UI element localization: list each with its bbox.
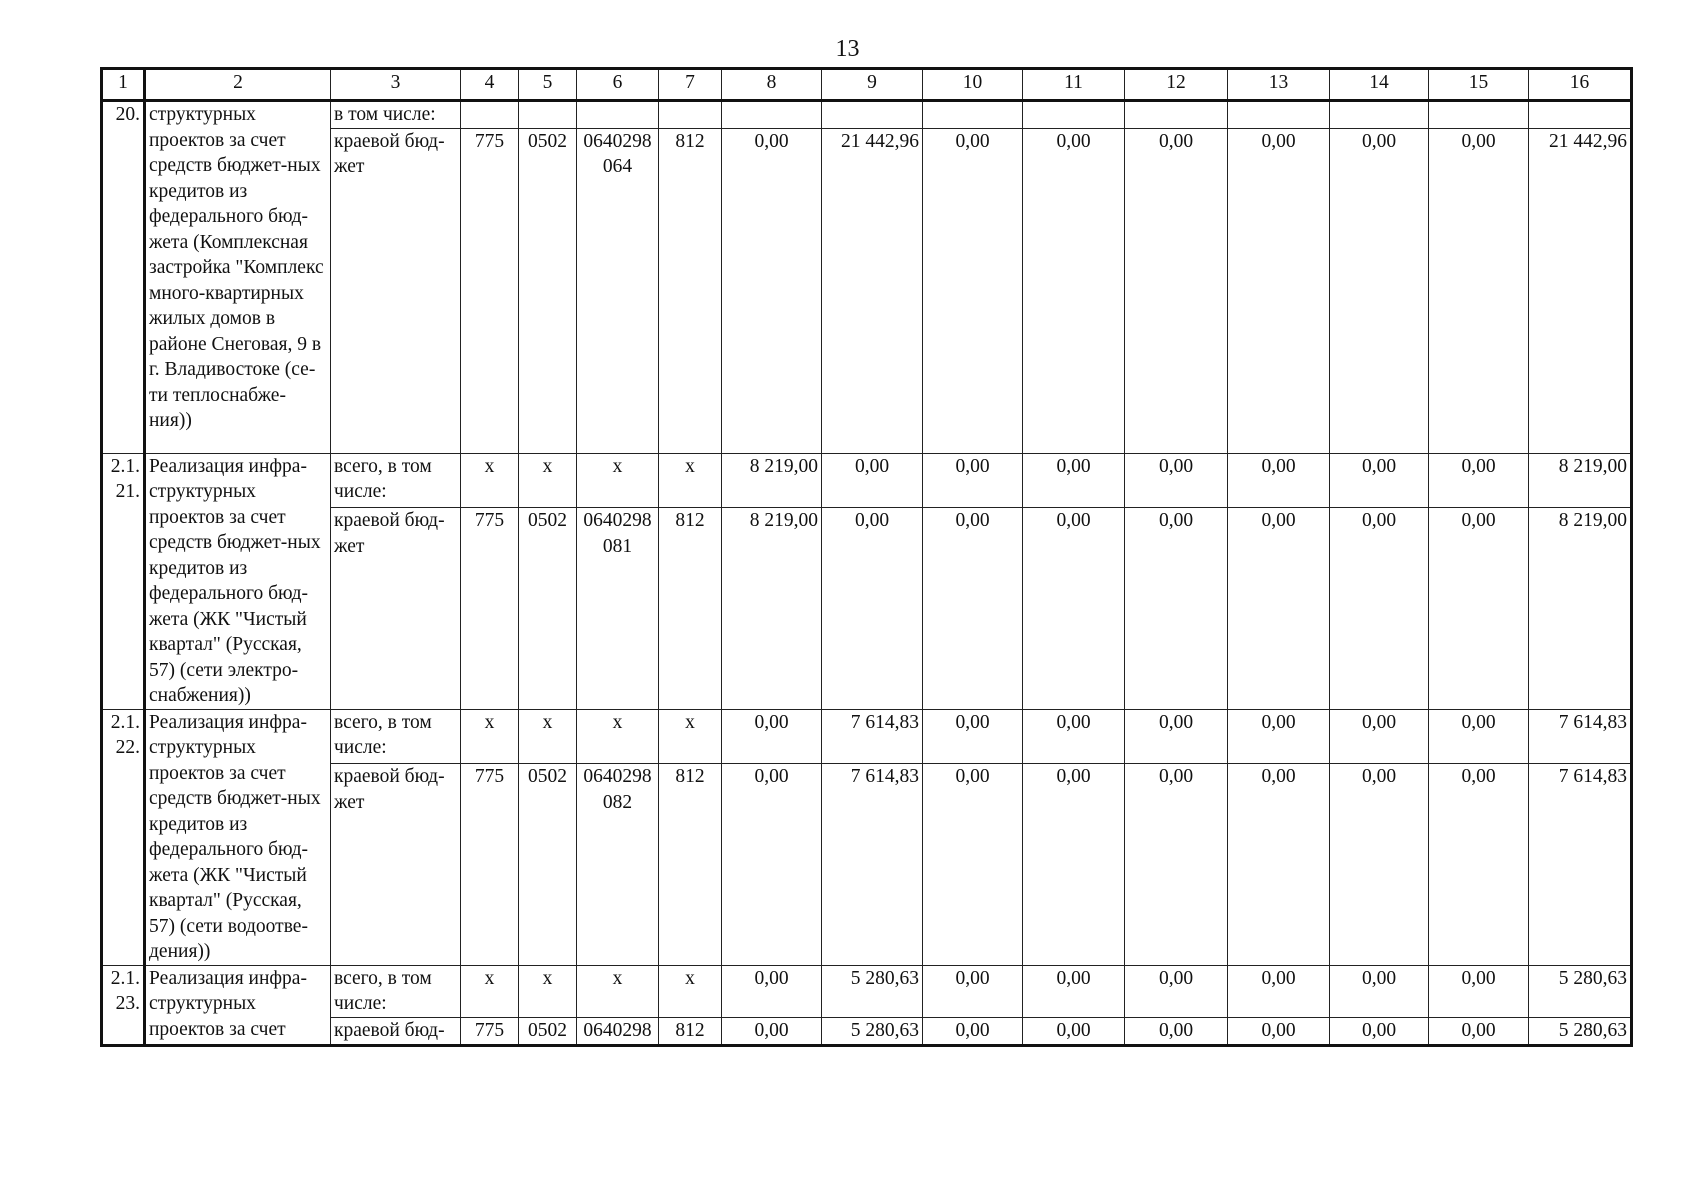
- column-header: 10: [923, 69, 1023, 101]
- column-header: 8: [722, 69, 822, 101]
- column-header: 3: [331, 69, 461, 101]
- table-cell: 0502: [519, 128, 577, 453]
- table-cell: 0,00: [923, 453, 1023, 508]
- table-cell: 0,00: [923, 128, 1023, 453]
- table-cell: 0,00: [1330, 1017, 1429, 1045]
- column-header: 5: [519, 69, 577, 101]
- table-cell: x: [519, 965, 577, 1017]
- column-header: 14: [1330, 69, 1429, 101]
- table-cell: 8 219,00: [1529, 453, 1632, 508]
- table-row: [102, 508, 1632, 709]
- table-cell: 0,00: [822, 453, 923, 508]
- table-cell: x: [461, 709, 519, 764]
- table-cell: 0640298 081: [577, 508, 659, 709]
- table-cell: 0,00: [1125, 453, 1228, 508]
- source-label: в том числе:: [331, 101, 461, 129]
- table-cell: 0,00: [1429, 965, 1529, 1017]
- table-cell: x: [461, 965, 519, 1017]
- table-cell: 5 280,63: [1529, 1017, 1632, 1045]
- item-number: 2.1. 21.: [102, 453, 145, 709]
- item-name: Реализация инфра-структурных проектов за счет средств бюджет-ных кредитов из федерального бюд-жета (ЖК "Чистый квартал" (Русская, 57) (сети водоотве-дения)): [145, 709, 331, 965]
- table-cell: x: [659, 453, 722, 508]
- table-cell: 5 280,63: [822, 1017, 923, 1045]
- table-cell: 0,00: [923, 508, 1023, 709]
- item-number: 20.: [102, 101, 145, 454]
- table-cell: 21 442,96: [822, 128, 923, 453]
- source-label: краевой бюд-жет: [331, 764, 461, 965]
- table-cell: 0,00: [1228, 965, 1330, 1017]
- item-number: 2.1. 23.: [102, 965, 145, 1045]
- table-cell: 0,00: [1125, 764, 1228, 965]
- column-header: 7: [659, 69, 722, 101]
- table-row: [102, 101, 1632, 129]
- table-cell: 8 219,00: [722, 508, 822, 709]
- table-cell: x: [659, 709, 722, 764]
- table-cell: 812: [659, 508, 722, 709]
- table-cell: 0,00: [1429, 453, 1529, 508]
- table-cell: x: [659, 965, 722, 1017]
- table-cell: 0,00: [1125, 128, 1228, 453]
- table-cell: 0,00: [1228, 508, 1330, 709]
- table-cell: 0502: [519, 764, 577, 965]
- table-cell: 5 280,63: [1529, 965, 1632, 1017]
- column-header: 11: [1023, 69, 1125, 101]
- table-cell: 0,00: [1023, 1017, 1125, 1045]
- table-cell: 0,00: [1023, 128, 1125, 453]
- column-header-row: [102, 69, 1632, 101]
- column-header: 12: [1125, 69, 1228, 101]
- budget-table: [100, 67, 1633, 1047]
- table-cell: 0,00: [1429, 709, 1529, 764]
- table-cell: 8 219,00: [1529, 508, 1632, 709]
- column-header: 15: [1429, 69, 1529, 101]
- item-name: структурных проектов за счет средств бюджет-ных кредитов из федерального бюд-жета (Комплексная застройка "Комплекс много-квартирных жилых домов в районе Снеговая, 9 в г. Владивостоке (се-ти теплоснабже-ния)): [145, 101, 331, 454]
- table-cell: 0,00: [1429, 128, 1529, 453]
- table-row: [102, 453, 1632, 508]
- table-cell: 0,00: [1330, 764, 1429, 965]
- table-cell: 0,00: [1330, 965, 1429, 1017]
- table-cell: 0,00: [1330, 453, 1429, 508]
- table-cell: 0,00: [1125, 508, 1228, 709]
- table-cell: 0640298: [577, 1017, 659, 1045]
- table-cell: 0,00: [1125, 1017, 1228, 1045]
- column-header: 9: [822, 69, 923, 101]
- table-cell: 0,00: [722, 1017, 822, 1045]
- table-cell: 0,00: [1330, 709, 1429, 764]
- table-cell: 0,00: [1023, 764, 1125, 965]
- table-cell: 0,00: [1228, 709, 1330, 764]
- column-header: 1: [102, 69, 145, 101]
- table-cell: 0,00: [923, 764, 1023, 965]
- table-row: [102, 128, 1632, 453]
- column-header: 16: [1529, 69, 1632, 101]
- column-header: 2: [145, 69, 331, 101]
- table-cell: 0502: [519, 508, 577, 709]
- table-cell: 0,00: [822, 508, 923, 709]
- table-cell: 812: [659, 1017, 722, 1045]
- table-cell: 8 219,00: [722, 453, 822, 508]
- table-cell: x: [519, 709, 577, 764]
- table-cell: 0,00: [722, 128, 822, 453]
- table-cell: 0,00: [1228, 453, 1330, 508]
- table-cell: 0640298 064: [577, 128, 659, 453]
- table-cell: 0,00: [722, 709, 822, 764]
- table-row: [102, 709, 1632, 764]
- table-cell: 0,00: [1429, 1017, 1529, 1045]
- source-label: всего, в том числе:: [331, 709, 461, 764]
- table-cell: 0640298 082: [577, 764, 659, 965]
- table-row: [102, 965, 1632, 1017]
- table-cell: 0,00: [1023, 965, 1125, 1017]
- table-cell: 0,00: [1125, 709, 1228, 764]
- table-cell: x: [577, 453, 659, 508]
- page-number: 13: [835, 36, 860, 62]
- table-row: [102, 764, 1632, 965]
- table-cell: 0,00: [1330, 508, 1429, 709]
- table-cell: 7 614,83: [822, 709, 923, 764]
- table-cell: 812: [659, 764, 722, 965]
- source-label: краевой бюд-: [331, 1017, 461, 1045]
- table-cell: 0,00: [1228, 128, 1330, 453]
- table-cell: 7 614,83: [822, 764, 923, 965]
- source-label: всего, в том числе:: [331, 965, 461, 1017]
- table-cell: 0,00: [1023, 508, 1125, 709]
- table-cell: 0502: [519, 1017, 577, 1045]
- table-cell: 0,00: [1125, 965, 1228, 1017]
- table-cell: 0,00: [1023, 453, 1125, 508]
- table-cell: 775: [461, 764, 519, 965]
- table-cell: 775: [461, 1017, 519, 1045]
- table-cell: 812: [659, 128, 722, 453]
- table-row: [102, 1017, 1632, 1045]
- item-number: 2.1. 22.: [102, 709, 145, 965]
- table-cell: 0,00: [1228, 764, 1330, 965]
- table-cell: 0,00: [923, 965, 1023, 1017]
- table-cell: 0,00: [923, 709, 1023, 764]
- source-label: краевой бюд-жет: [331, 508, 461, 709]
- column-header: 6: [577, 69, 659, 101]
- table-cell: 0,00: [923, 1017, 1023, 1045]
- column-header: 4: [461, 69, 519, 101]
- table-cell: 5 280,63: [822, 965, 923, 1017]
- table-cell: x: [461, 453, 519, 508]
- table-cell: 7 614,83: [1529, 764, 1632, 965]
- table-cell: 775: [461, 128, 519, 453]
- source-label: краевой бюд-жет: [331, 128, 461, 453]
- table-cell: 0,00: [1023, 709, 1125, 764]
- table-cell: 0,00: [1330, 128, 1429, 453]
- table-cell: 0,00: [722, 764, 822, 965]
- source-label: всего, в том числе:: [331, 453, 461, 508]
- column-header: 13: [1228, 69, 1330, 101]
- table-cell: x: [519, 453, 577, 508]
- table-cell: 0,00: [722, 965, 822, 1017]
- item-name: Реализация инфра-структурных проектов за счет средств бюджет-ных кредитов из федерального бюд-жета (ЖК "Чистый квартал" (Русская, 57) (сети электро-снабжения)): [145, 453, 331, 709]
- table-cell: 0,00: [1228, 1017, 1330, 1045]
- table-cell: 0,00: [1429, 508, 1529, 709]
- table-cell: x: [577, 709, 659, 764]
- table-cell: 0,00: [1429, 764, 1529, 965]
- table-cell: 775: [461, 508, 519, 709]
- table-cell: 21 442,96: [1529, 128, 1632, 453]
- table-cell: x: [577, 965, 659, 1017]
- table-cell: 7 614,83: [1529, 709, 1632, 764]
- item-name: Реализация инфра-структурных проектов за счет: [145, 965, 331, 1045]
